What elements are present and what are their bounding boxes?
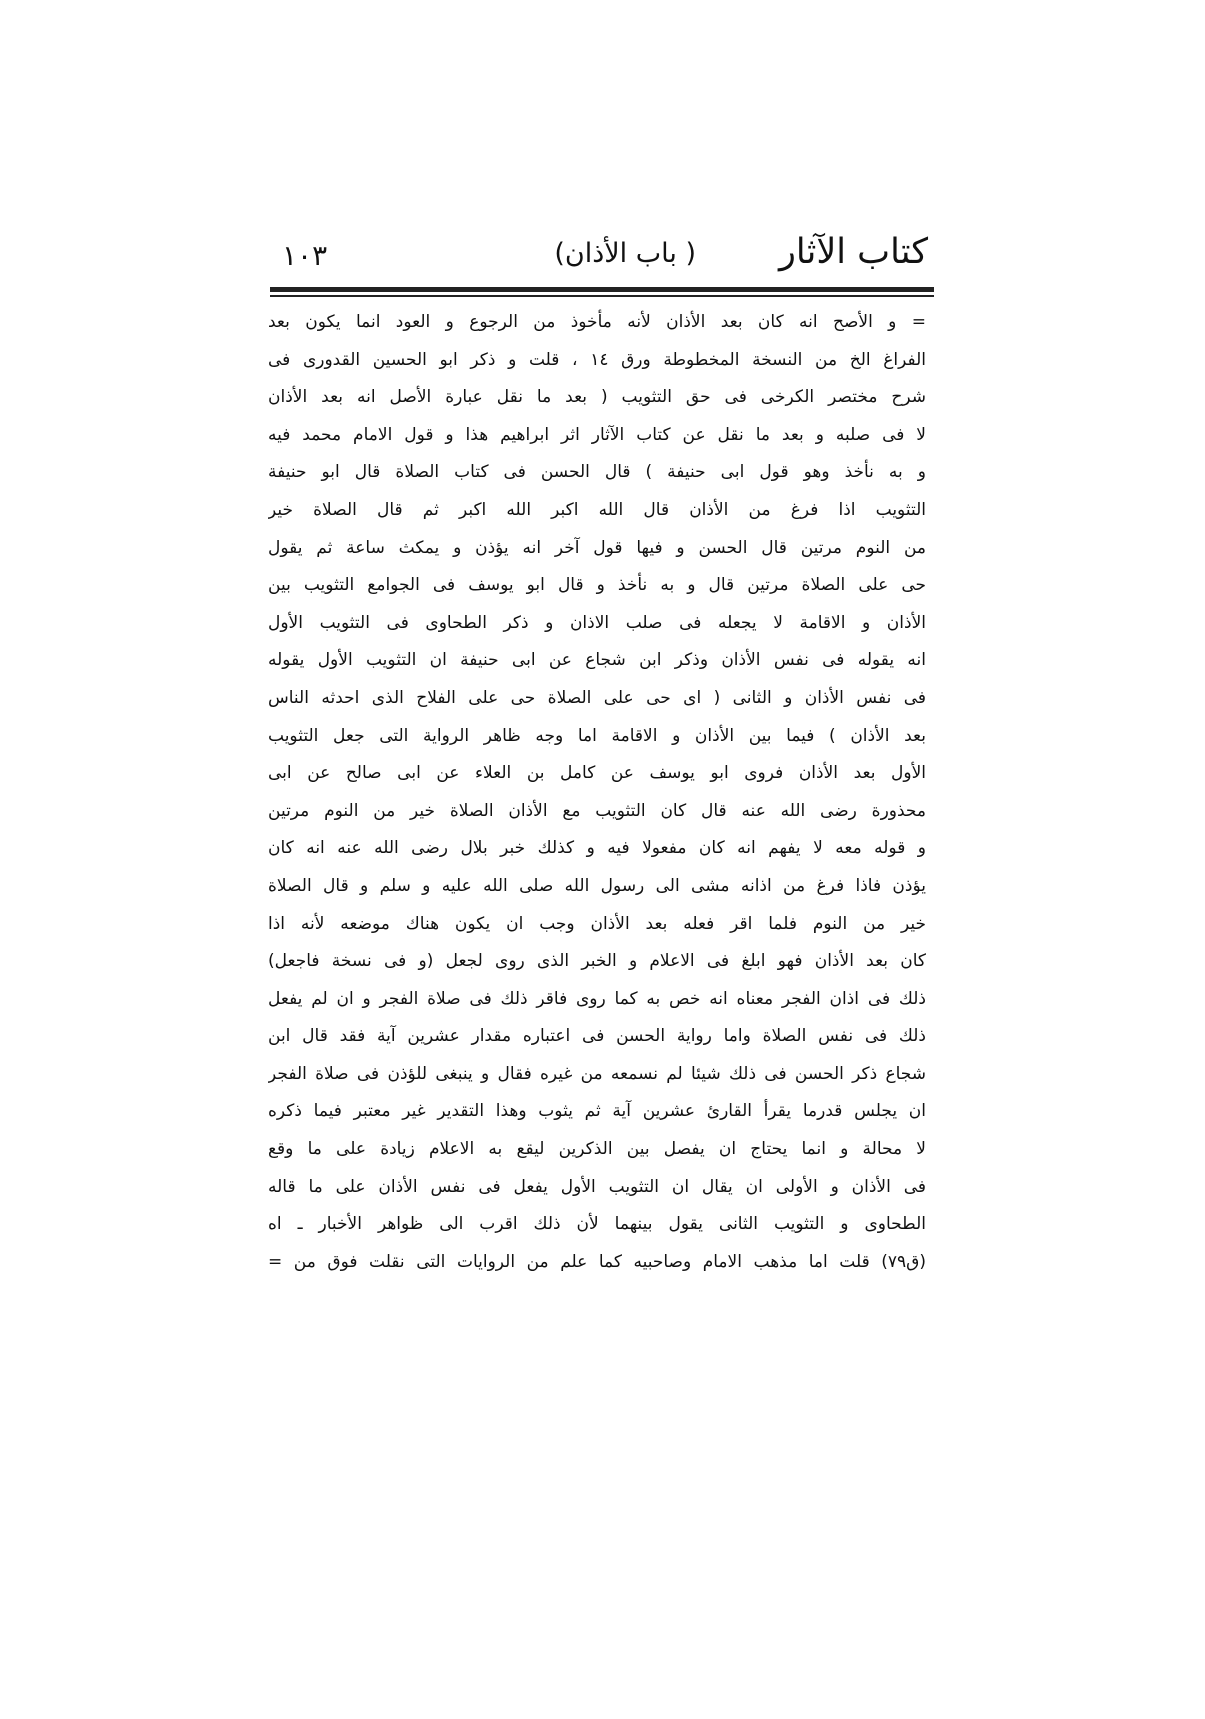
footnote-text-block — [268, 304, 926, 1281]
text-line: لا فى صلبه و بعد ما نقل عن كتاب الآثار اثر ابراهيم هذا و قول الامام محمد فيه — [268, 424, 926, 445]
text-line: من النوم مرتين قال الحسن و فيها قول آخر انه يؤذن و يمكث ساعة ثم يقول — [268, 537, 926, 558]
text-line: يؤذن فاذا فرغ من اذانه مشى الى رسول الله صلى الله عليه و سلم و قال الصلاة — [268, 875, 926, 896]
text-line: بعد الأذان ) فيما بين الأذان و الاقامة اما وجه ظاهر الرواية التى جعل التثويب — [268, 725, 926, 746]
text-line: فى الأذان و الأولى ان يقال ان التثويب الأول يفعل فى نفس الأذان على ما قاله — [268, 1176, 926, 1197]
text-line: شجاع ذكر الحسن فى ذلك شيئا لم نسمعه من غيره فقال و ينبغى للؤذن فى صلاة الفجر — [268, 1063, 926, 1084]
text-line: الأول بعد الأذان فروى ابو يوسف عن كامل بن العلاء عن ابى صالح عن ابى — [268, 763, 926, 784]
text-line: فى نفس الأذان و الثانى ( اى حى على الصلاة حى على الفلاح الذى احدثه الناس — [268, 687, 926, 708]
text-line: انه يقوله فى نفس الأذان وذكر ابن شجاع عن ابى حنيفة ان التثويب الأول يقوله — [268, 650, 926, 671]
text-line: حى على الصلاة مرتين قال و به نأخذ و قال ابو يوسف فى الجوامع التثويب بين — [268, 575, 926, 596]
text-line: خير من النوم فلما اقر فعله بعد الأذان وجب ان يكون هناك موضعه لأنه اذا — [268, 913, 926, 934]
text-line: الأذان و الاقامة لا يجعله فى صلب الاذان و ذكر الطحاوى فى التثويب الأول — [268, 612, 926, 633]
header-rule-thin — [270, 295, 934, 297]
text-line: الطحاوى و التثويب الثانى يقول بينهما لأن ذلك اقرب الى ظواهر الأخبار ـ اه — [268, 1214, 926, 1235]
text-line: و قوله معه لا يفهم انه كان مفعولا فيه و كذلك خبر بلال رضى الله عنه انه كان — [268, 838, 926, 859]
text-line: ذلك فى اذان الفجر معناه انه خص به كما روى فاقر ذلك فى صلاة الفجر و ان لم يفعل — [268, 988, 926, 1009]
text-line: شرح مختصر الكرخى فى حق التثويب ( بعد ما نقل عبارة الأصل انه بعد الأذان — [268, 387, 926, 408]
text-line: كان بعد الأذان فهو ابلغ فى الاعلام و الخبر الذى روى لجعل (و فى نسخة فاجعل) — [268, 951, 926, 972]
text-line: = و الأصح انه كان بعد الأذان لأنه مأخوذ من الرجوع و العود انما يكون بعد — [268, 312, 926, 332]
text-line: و به نأخذ وهو قول ابى حنيفة ) قال الحسن فى كتاب الصلاة قال ابو حنيفة — [268, 462, 926, 483]
book-title: كتاب الآثار — [779, 232, 928, 272]
page-number: ١٠٣ — [282, 239, 328, 272]
text-line: الفراغ الخ من النسخة المخطوطة ورق ١٤ ، قلت و ذكر ابو الحسين القدورى فى — [268, 349, 926, 370]
text-line: التثويب اذا فرغ من الأذان قال الله اكبر الله اكبر ثم قال الصلاة خير — [268, 499, 926, 520]
page-header — [268, 228, 928, 288]
text-line: محذورة رضى الله عنه قال كان التثويب مع الأذان الصلاة خير من النوم مرتين — [268, 800, 926, 821]
header-rule-thick — [270, 287, 934, 292]
text-line: (ق٧٩) قلت اما مذهب الامام وصاحبيه كما علم من الروايات التى نقلت فوق من = — [268, 1251, 926, 1272]
text-line: ان يجلس قدرما يقرأ القارئ عشرين آية ثم يثوب وهذا التقدير غير معتبر فيما ذكره — [268, 1101, 926, 1122]
chapter-title: ( باب الأذان) — [554, 238, 696, 269]
text-line: ذلك فى نفس الصلاة واما رواية الحسن فى اعتباره مقدار عشرين آية فقد قال ابن — [268, 1026, 926, 1047]
text-line: لا محالة و انما يحتاج ان يفصل بين الذكرين ليقع به الاعلام زيادة على ما وقع — [268, 1139, 926, 1160]
